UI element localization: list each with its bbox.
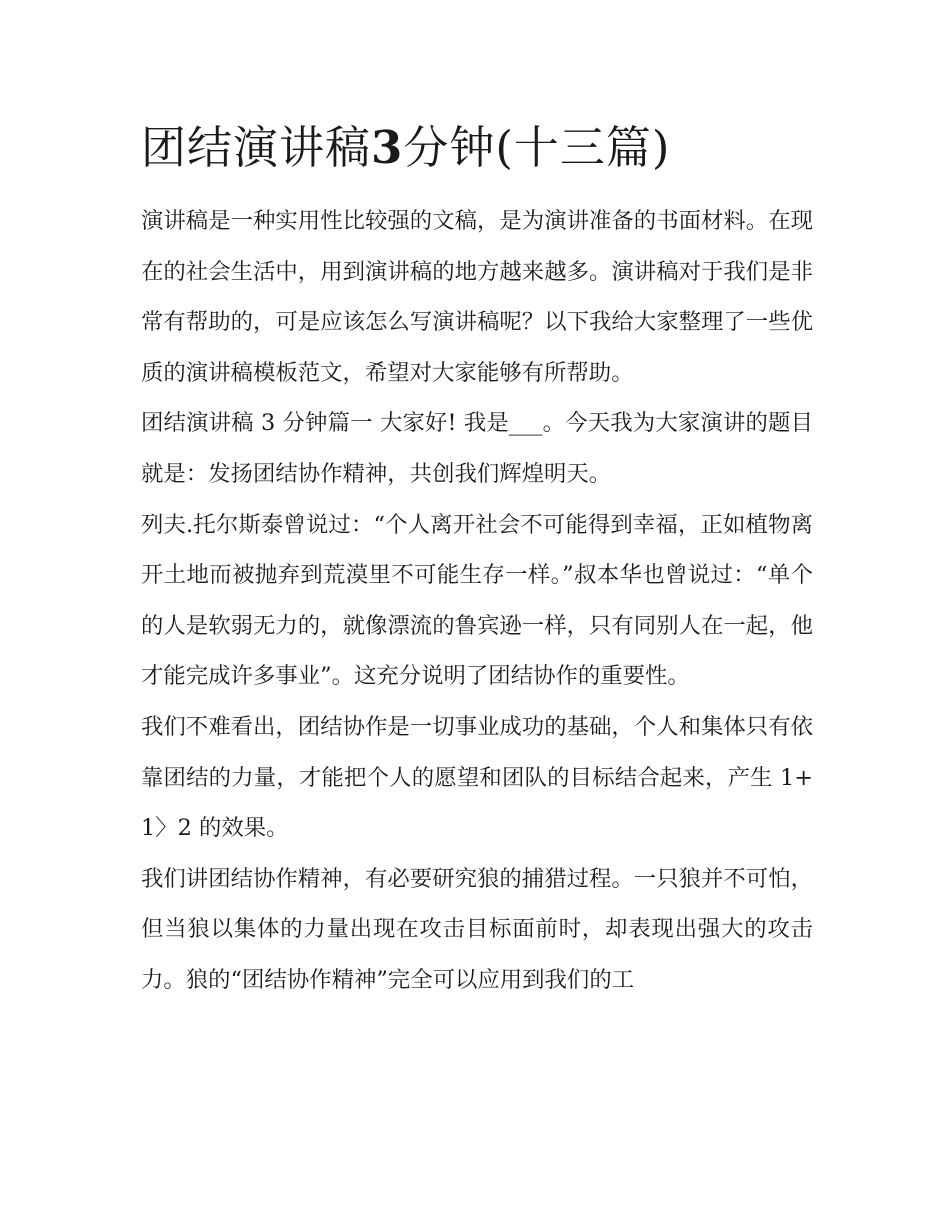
paragraph-teamwork: 我们不难看出，团结协作是一切事业成功的基础，个人和集体只有依靠团结的力量，才能把个人的愿望和团队的目标结合起来，产生 1+1〉2 的效果。 xyxy=(141,713,813,842)
paragraph-opening: 团结演讲稿 3 分钟篇一 大家好! 我是___。今天我为大家演讲的题目就是：发扬团结协作精神，共创我们辉煌明天。 xyxy=(141,410,813,487)
document-body xyxy=(141,112,813,1006)
title-prefix: 团结演讲稿 xyxy=(141,121,372,174)
paragraph-intro: 演讲稿是一种实用性比较强的文稿，是为演讲准备的书面材料。在现在的社会生活中，用到演讲稿的地方越来越多。演讲稿对于我们是非常有帮助的，可是应该怎么写演讲稿呢？以下我给大家整理了一些优质的演讲稿模板范文，希望对大家能够有所帮助。 xyxy=(141,208,813,386)
paragraph-quotes: 列夫.托尔斯泰曾说过：“个人离开社会不可能得到幸福，正如植物离开土地而被抛弃到荒漠里不可能生存一样。”叔本华也曾说过：“单个的人是软弱无力的，就像漂流的鲁宾逊一样，只有同别人在一起，他才能完成许多事业”。这充分说明了团结协作的重要性。 xyxy=(141,511,813,690)
document-title xyxy=(141,112,813,184)
title-suffix: 分钟(十三篇) xyxy=(403,121,671,174)
title-number: 3 xyxy=(371,121,404,174)
paragraph-wolves: 我们讲团结协作精神，有必要研究狼的捕猎过程。一只狼并不可怕，但当狼以集体的力量出现在攻击目标面前时，却表现出强大的攻击力。狼的“团结协作精神”完全可以应用到我们的工 xyxy=(141,865,813,993)
